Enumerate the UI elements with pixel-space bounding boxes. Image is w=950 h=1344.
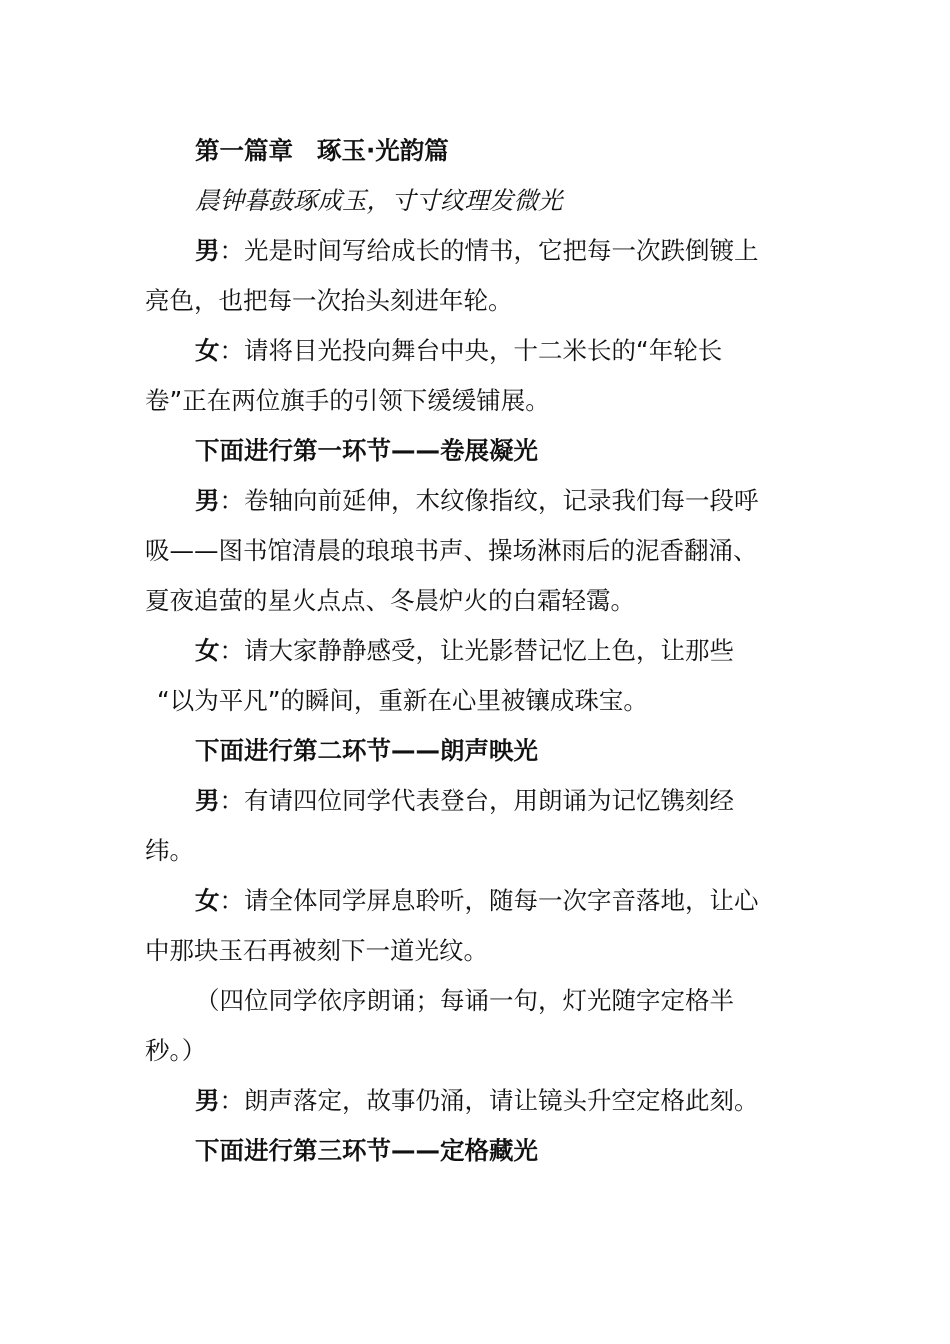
stage-direction-line-1: （四位同学依序朗诵；每诵一句，灯光随字定格半 [195, 986, 734, 1015]
paragraph-text: ：卷轴向前延伸，木纹像指纹，记录我们每一段呼 [219, 486, 759, 515]
speaker-label-male: 男 [195, 236, 220, 265]
speaker-label-male: 男 [195, 486, 220, 515]
paragraph-text: ：请将目光投向舞台中央，十二米长的“年轮长 [219, 336, 723, 365]
document-body [145, 126, 795, 1176]
paragraph-male-4-line-1 [145, 1076, 795, 1126]
speaker-label-female: 女 [195, 636, 220, 665]
paragraph-female-1-line-2: 卷”正在两位旗手的引领下缓缓铺展。 [145, 386, 550, 415]
speaker-label-female: 女 [195, 336, 220, 365]
speaker-label-male: 男 [195, 1086, 220, 1115]
section-heading-3: 下面进行第三环节——定格藏光 [195, 1136, 538, 1165]
chapter-name: 琢玉·光韵篇 [317, 136, 449, 165]
section-heading-1: 下面进行第一环节——卷展凝光 [195, 436, 538, 465]
paragraph-female-3-line-2: 中那块玉石再被刻下一道光纹。 [145, 936, 488, 965]
chapter-subtitle: 晨钟暮鼓琢成玉，寸寸纹理发微光 [195, 186, 563, 215]
paragraph-male-3-line-1 [145, 776, 795, 826]
paragraph-text: ：有请四位同学代表登台，用朗诵为记忆镌刻经 [219, 786, 734, 815]
paragraph-text: ：朗声落定，故事仍涌，请让镜头升空定格此刻。 [219, 1086, 759, 1115]
speaker-label-male: 男 [195, 786, 220, 815]
speaker-label-female: 女 [195, 886, 220, 915]
paragraph-male-3-line-2: 纬。 [145, 836, 194, 865]
chapter-title [145, 126, 795, 176]
paragraph-male-2-line-1 [145, 476, 795, 526]
paragraph-text: ：光是时间写给成长的情书，它把每一次跌倒镀上 [219, 236, 759, 265]
paragraph-text: ：请大家静静感受，让光影替记忆上色，让那些 [219, 636, 734, 665]
stage-direction-line-2: 秒。） [145, 1036, 207, 1065]
section-heading-2: 下面进行第二环节——朗声映光 [195, 736, 538, 765]
paragraph-female-2-line-2: “以为平凡”的瞬间，重新在心里被镶成珠宝。 [157, 686, 648, 715]
paragraph-male-1-line-1 [145, 226, 795, 276]
chapter-number: 第一篇章 [195, 136, 293, 165]
paragraph-text: ：请全体同学屏息聆听，随每一次字音落地，让心 [219, 886, 759, 915]
paragraph-female-1-line-1 [145, 326, 795, 376]
paragraph-female-2-line-1 [145, 626, 795, 676]
paragraph-male-2-line-3: 夏夜追萤的星火点点、冬晨炉火的白霜轻霭。 [145, 586, 635, 615]
paragraph-male-2-line-2: 吸——图书馆清晨的琅琅书声、操场淋雨后的泥香翻涌、 [145, 536, 758, 565]
paragraph-male-1-line-2: 亮色，也把每一次抬头刻进年轮。 [145, 286, 513, 315]
paragraph-female-3-line-1 [145, 876, 795, 926]
